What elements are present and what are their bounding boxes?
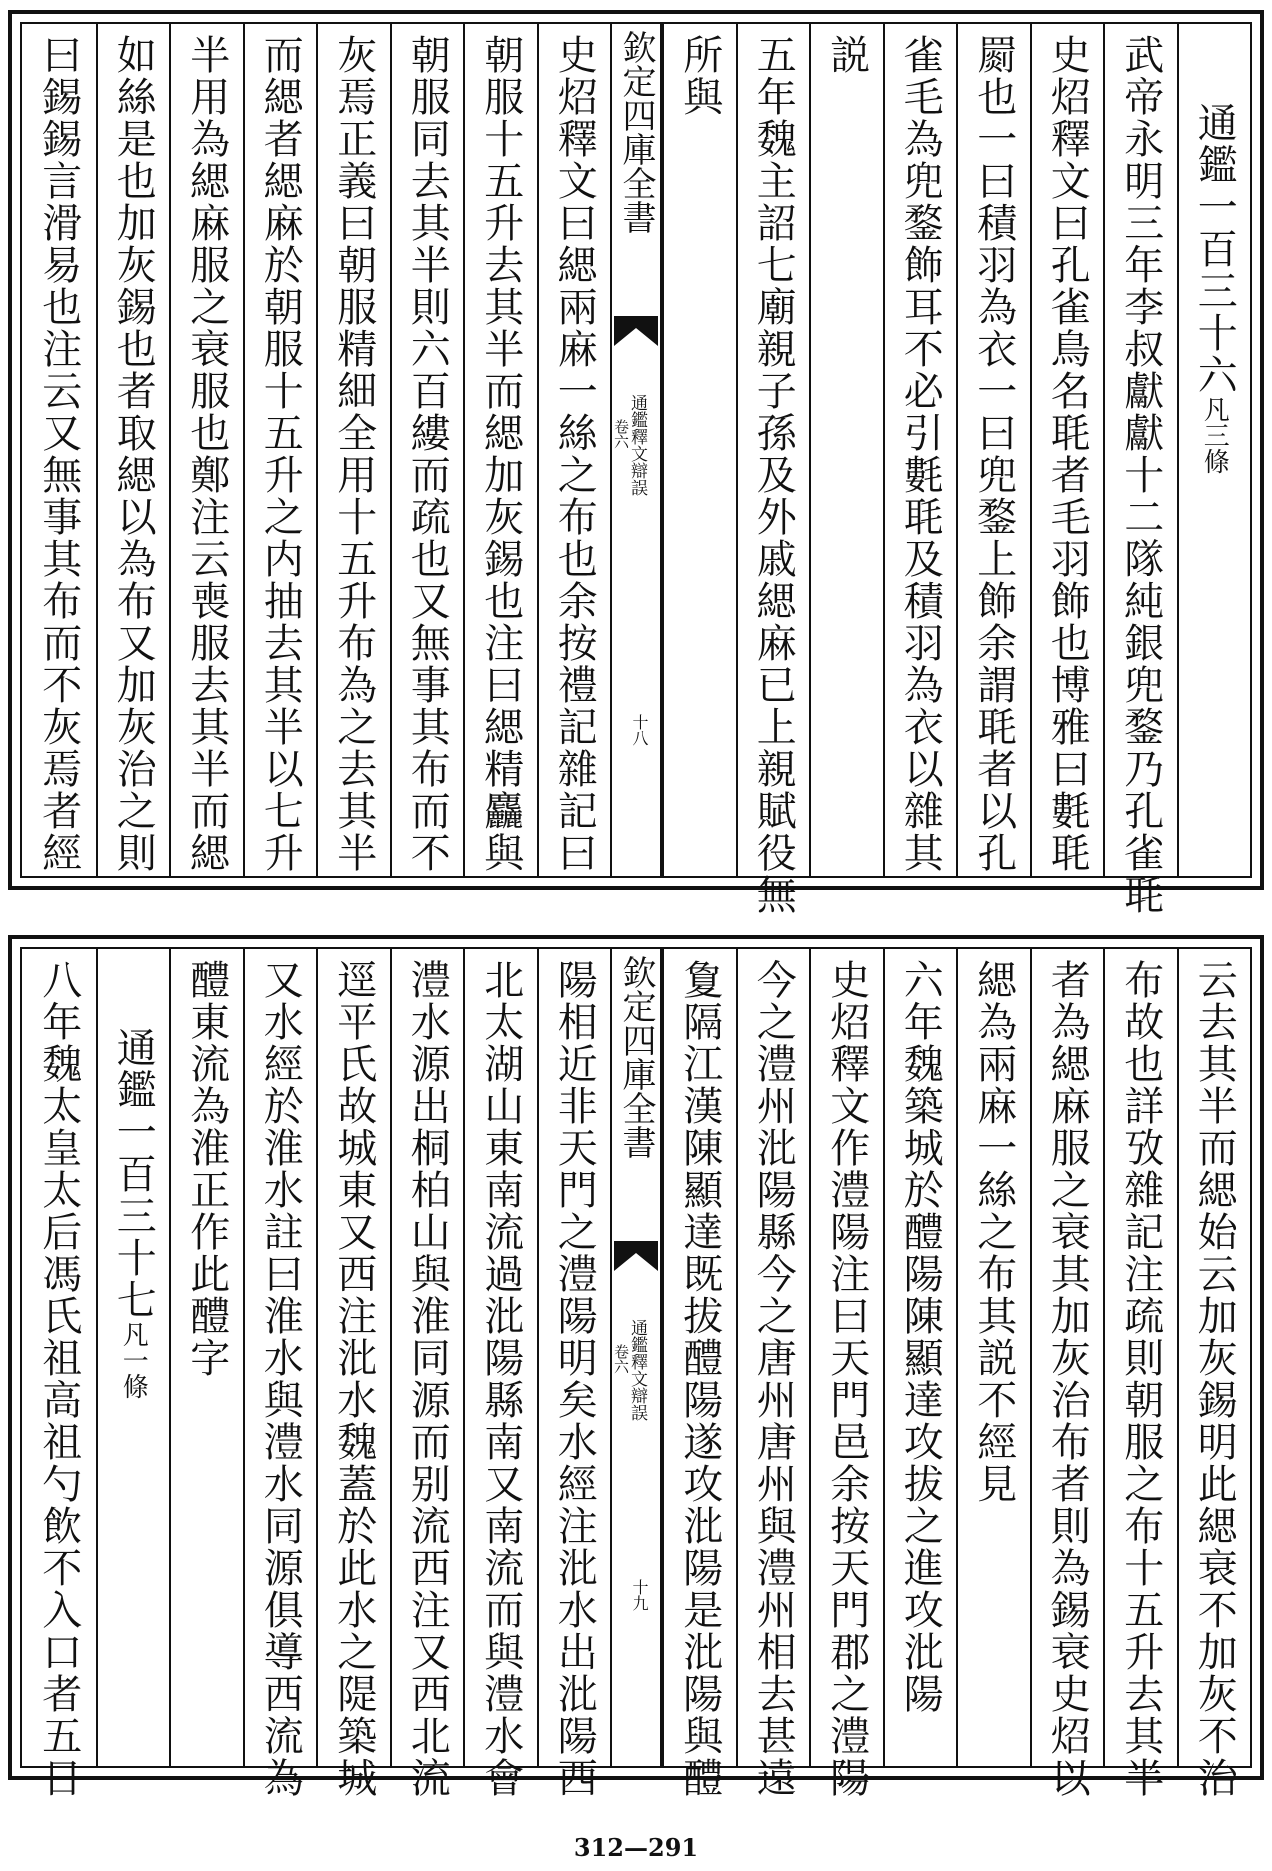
lower-band-book-title: 通鑑釋文辯誤	[627, 1319, 647, 1421]
upper-band-folio: 十八	[630, 714, 649, 746]
lower-column-text: 夐隔江漢陳顯達既拔醴陽遂攻沘陽是沘陽與醴	[676, 959, 723, 1799]
lower-column-text: 布故也詳攷雜記注疏則朝服之布十五升去其半	[1117, 959, 1164, 1799]
lower-text-column	[736, 949, 810, 1799]
upper-text-column	[243, 24, 317, 876]
lower-page-frame	[8, 935, 1264, 1799]
upper-band-volume: 卷六	[612, 419, 630, 449]
upper-column-text: 史炤釋文曰孔雀鳥名毦者毛羽飾也博雅曰氀毦	[1044, 34, 1091, 874]
upper-band-title: 欽定四庫全書	[616, 30, 656, 234]
upper-column-text: 所與	[676, 34, 723, 118]
upper-column-text: 朝服十五升去其半而緦加灰錫也注曰緦精麤與	[477, 34, 524, 874]
upper-text-column	[662, 24, 736, 876]
upper-column-text: 朝服同去其半則六百縷而疏也又無事其布而不	[404, 34, 451, 874]
lower-text-column	[96, 949, 170, 1766]
lower-text-column	[390, 949, 464, 1799]
lower-fishtail-mark	[614, 1241, 658, 1271]
lower-text-column	[662, 949, 736, 1799]
upper-column-text: 雀毛為兜鍪飾耳不必引氀毦及積羽為衣以雜其	[897, 34, 944, 874]
upper-column-text: 如絲是也加灰錫也者取緦以為布又加灰治之則	[110, 34, 157, 874]
upper-text-column	[1177, 24, 1251, 876]
lower-column-text: 逕平氏故城東又西注沘水魏蓋於此水之隄築城	[330, 959, 377, 1799]
lower-text-column	[537, 949, 611, 1799]
lower-column-text: 醴東流為淮正作此醴字	[183, 959, 230, 1379]
lower-text-column	[316, 949, 390, 1799]
upper-text-column	[1030, 24, 1104, 876]
lower-text-column	[463, 949, 537, 1799]
upper-text-column	[956, 24, 1030, 876]
upper-column-text: 通鑑一百三十六凡三條	[1191, 102, 1238, 474]
upper-column-text: 而緦者緦麻於朝服十五升之内抽去其半以七升	[257, 34, 304, 874]
page-number: 312—291	[573, 1833, 699, 1862]
lower-column-text: 又水經於淮水註曰淮水與澧水同源俱導西流為	[257, 959, 304, 1799]
upper-band-book-title: 通鑑釋文辯誤	[627, 394, 647, 496]
lower-center-band	[610, 949, 662, 1766]
lower-band-volume: 卷六	[612, 1344, 630, 1374]
lower-text-column	[1103, 949, 1177, 1799]
upper-text-column	[96, 24, 170, 876]
lower-column-text: 緦為兩麻一絲之布其説不經見	[970, 959, 1017, 1505]
lower-column-note: 凡一條	[118, 1321, 149, 1399]
lower-column-text: 陽相近非天門之澧陽明矣水經注沘水出沘陽西	[551, 959, 598, 1799]
lower-text-column	[22, 949, 96, 1799]
upper-column-text: 半用為緦麻服之衰服也鄭注云喪服去其半而緦	[183, 34, 230, 874]
upper-column-text: 曰錫錫言滑易也注云又無事其布而不灰焉者經	[35, 34, 82, 874]
lower-text-column	[1177, 949, 1251, 1799]
lower-column-text: 北太湖山東南流過沘陽縣南又南流而與澧水會	[477, 959, 524, 1799]
upper-text-column	[537, 24, 611, 876]
upper-column-text: 武帝永明三年李叔獻獻十二隊純銀兜鍪乃孔雀毦	[1117, 34, 1164, 916]
upper-column-text: 五年魏主詔七廟親子孫及外戚緦麻已上親賦役無	[750, 34, 797, 916]
upper-fishtail-mark	[614, 316, 658, 346]
upper-center-band	[610, 24, 662, 876]
lower-page-inner-frame	[20, 947, 1252, 1799]
upper-text-column	[736, 24, 810, 916]
lower-text-column	[169, 949, 243, 1766]
lower-column-text: 澧水源出桐柏山與淮同源而别流西注又西北流	[404, 959, 451, 1799]
upper-column-text: 罽也一曰積羽為衣一曰兜鍪上飾余謂毦者以孔	[970, 34, 1017, 874]
upper-text-column	[169, 24, 243, 876]
lower-text-column	[883, 949, 957, 1766]
upper-text-column	[1103, 24, 1177, 916]
upper-column-text: 説	[823, 34, 870, 76]
lower-column-text: 八年魏太皇太后馮氏祖高祖勺飲不入口者五日	[35, 959, 82, 1799]
upper-column-text: 灰焉正義曰朝服精細全用十五升布為之去其半	[330, 34, 377, 874]
upper-page-frame	[8, 10, 1264, 916]
lower-column-text: 六年魏築城於醴陽陳顯達攻拔之進攻沘陽	[897, 959, 944, 1715]
lower-column-text: 史炤釋文作澧陽注曰天門邑余按天門郡之澧陽	[823, 959, 870, 1799]
lower-column-text: 云去其半而緦始云加灰錫明此緦衰不加灰不治	[1191, 959, 1238, 1799]
upper-text-column	[22, 24, 96, 876]
upper-page-inner-frame	[20, 22, 1252, 916]
upper-text-column	[463, 24, 537, 876]
lower-text-column	[1030, 949, 1104, 1799]
lower-text-column	[809, 949, 883, 1799]
lower-column-text: 通鑑一百三十七凡一條	[110, 1027, 157, 1399]
upper-text-column	[316, 24, 390, 876]
lower-band-title: 欽定四庫全書	[616, 955, 656, 1159]
upper-text-column	[390, 24, 464, 876]
lower-text-column	[956, 949, 1030, 1766]
lower-band-folio: 十九	[630, 1579, 649, 1611]
lower-column-text: 者為緦麻服之衰其加灰治布者則為錫衰史炤以	[1044, 959, 1091, 1799]
lower-column-text: 今之澧州沘陽縣今之唐州唐州與澧州相去甚遠	[750, 959, 797, 1799]
upper-column-text: 史炤釋文曰緦兩麻一絲之布也余按禮記雜記曰	[551, 34, 598, 874]
upper-column-note: 凡三條	[1199, 396, 1230, 474]
upper-text-column	[883, 24, 957, 876]
upper-text-column	[809, 24, 883, 876]
lower-text-column	[243, 949, 317, 1799]
